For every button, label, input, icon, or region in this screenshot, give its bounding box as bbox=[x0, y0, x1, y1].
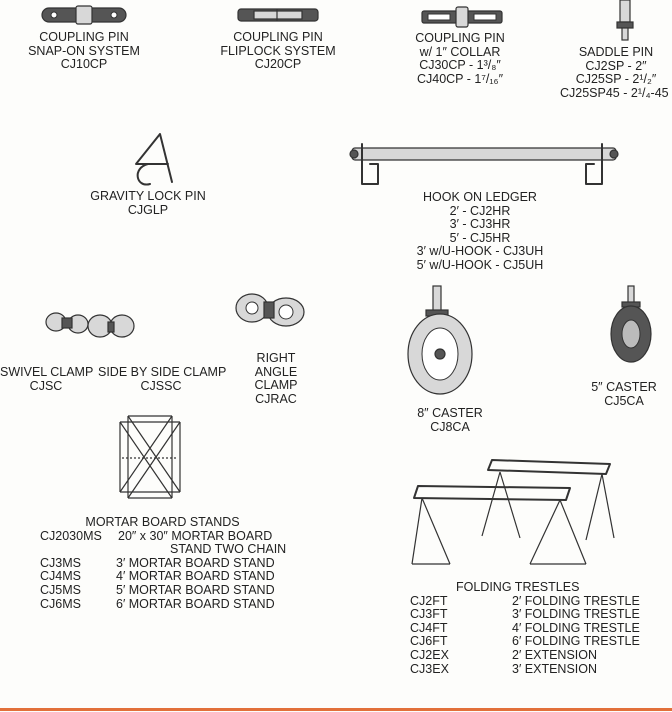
trestle-row bbox=[410, 649, 660, 663]
trestle-desc: 2′ EXTENSION bbox=[512, 647, 598, 662]
coupling-pin-snap-illustration bbox=[40, 4, 130, 26]
right-angle-clamp-line-1: RIGHT bbox=[256, 351, 296, 365]
side-by-side-clamp-illustration bbox=[86, 310, 136, 344]
mortar-desc: STAND TWO CHAIN bbox=[170, 542, 287, 557]
trestle-row bbox=[410, 635, 660, 649]
hook-on-ledger-code-1: 2′ - CJ2HR bbox=[449, 203, 511, 218]
coupling-pin-flip-title: COUPLING PIN bbox=[233, 30, 323, 44]
hook-on-ledger-code-4: 3′ w/U-HOOK - CJ3UH bbox=[416, 244, 544, 259]
mortar-desc: 20″ x 30″ MORTAR BOARD bbox=[118, 528, 273, 543]
mortar-code: CJ3MS bbox=[40, 555, 81, 570]
caster-5in-illustration bbox=[606, 286, 656, 366]
right-angle-clamp-caption bbox=[244, 352, 308, 406]
mortar-board-stand-illustration bbox=[114, 412, 186, 504]
caster-8in-illustration bbox=[400, 286, 476, 398]
mortar-row bbox=[40, 570, 290, 584]
mortar-row bbox=[40, 598, 290, 612]
gravity-lock-pin-title: GRAVITY LOCK PIN bbox=[90, 189, 206, 203]
hook-on-ledger-code-3: 5′ - CJ5HR bbox=[449, 230, 511, 245]
mortar-board-section bbox=[40, 516, 290, 611]
gravity-lock-pin-illustration bbox=[128, 130, 188, 190]
trestle-code: CJ6FT bbox=[410, 634, 448, 649]
swivel-clamp-title: SWIVEL CLAMP bbox=[0, 365, 94, 379]
coupling-pin-collar-title: COUPLING PIN bbox=[415, 31, 505, 45]
coupling-pin-fliplock-illustration bbox=[236, 6, 320, 24]
mortar-board-title: MORTAR BOARD STANDS bbox=[85, 515, 240, 529]
saddle-pin-illustration bbox=[614, 0, 636, 42]
mortar-code: CJ2030MS bbox=[40, 528, 102, 543]
right-angle-clamp-code: CJRAC bbox=[255, 391, 297, 406]
mortar-desc: 4′ MORTAR BOARD STAND bbox=[116, 569, 275, 584]
swivel-clamp-code: CJSC bbox=[29, 378, 63, 393]
mortar-desc: 5′ MORTAR BOARD STAND bbox=[116, 582, 275, 597]
bottom-accent-rule bbox=[0, 708, 672, 711]
mortar-row bbox=[40, 557, 290, 571]
mortar-row bbox=[40, 530, 290, 544]
right-angle-clamp-line-2: ANGLE bbox=[254, 364, 298, 379]
coupling-pin-flip-code: CJ20CP bbox=[254, 57, 302, 72]
hook-on-ledger-caption bbox=[404, 191, 556, 273]
folding-trestles-illustration bbox=[410, 452, 616, 582]
folding-trestles-title: FOLDING TRESTLES bbox=[456, 580, 580, 594]
coupling-pin-collar-illustration bbox=[420, 6, 504, 28]
hook-on-ledger-illustration bbox=[348, 136, 624, 196]
mortar-code bbox=[40, 543, 130, 557]
hook-on-ledger-title: HOOK ON LEDGER bbox=[423, 190, 537, 204]
hook-on-ledger-code-5: 5′ w/U-HOOK - CJ5UH bbox=[416, 257, 544, 272]
right-angle-clamp-line-3: CLAMP bbox=[254, 378, 298, 393]
trestle-desc: 4′ FOLDING TRESTLE bbox=[512, 620, 640, 635]
coupling-pin-collar-code-2: CJ40CP - 1⁷/₁₆″ bbox=[416, 71, 504, 86]
saddle-pin-caption bbox=[560, 46, 672, 100]
caster-8in-caption bbox=[408, 407, 492, 434]
trestle-code: CJ2EX bbox=[410, 647, 449, 662]
coupling-pin-snap-caption bbox=[24, 31, 144, 72]
hook-on-ledger-code-2: 3′ - CJ3HR bbox=[449, 217, 511, 232]
caster-5in-title: 5″ CASTER bbox=[591, 380, 657, 394]
mortar-code: CJ4MS bbox=[40, 569, 81, 584]
trestle-desc: 6′ FOLDING TRESTLE bbox=[512, 634, 640, 649]
saddle-pin-code-3: CJ25SP45 - 2¹/₄-45 bbox=[560, 85, 669, 100]
saddle-pin-code-2: CJ25SP - 2¹/₂″ bbox=[575, 72, 657, 87]
coupling-pin-snap-code: CJ10CP bbox=[60, 57, 108, 72]
caster-8in-title: 8″ CASTER bbox=[417, 406, 483, 420]
saddle-pin-code-1: CJ2SP - 2″ bbox=[585, 58, 647, 73]
trestle-row bbox=[410, 595, 660, 609]
trestle-code: CJ4FT bbox=[410, 620, 448, 635]
folding-trestles-section bbox=[410, 581, 660, 676]
trestle-code: CJ2FT bbox=[410, 593, 448, 608]
caster-5in-code: CJ5CA bbox=[604, 393, 644, 408]
mortar-desc: 3′ MORTAR BOARD STAND bbox=[116, 555, 275, 570]
caster-8in-code: CJ8CA bbox=[430, 419, 470, 434]
trestle-row bbox=[410, 608, 660, 622]
mortar-code: CJ5MS bbox=[40, 582, 81, 597]
trestle-desc: 3′ EXTENSION bbox=[512, 661, 598, 676]
mortar-code: CJ6MS bbox=[40, 596, 81, 611]
mortar-row bbox=[40, 543, 290, 557]
trestle-row bbox=[410, 663, 660, 677]
trestle-desc: 2′ FOLDING TRESTLE bbox=[512, 593, 640, 608]
side-by-side-clamp-title: SIDE BY SIDE CLAMP bbox=[98, 365, 227, 379]
coupling-pin-collar-caption bbox=[400, 32, 520, 86]
trestle-code: CJ3FT bbox=[410, 607, 448, 622]
gravity-lock-pin-code: CJGLP bbox=[127, 202, 169, 217]
swivel-clamp-caption bbox=[0, 366, 92, 393]
coupling-pin-flip-caption bbox=[214, 31, 342, 72]
trestle-code: CJ3EX bbox=[410, 661, 449, 676]
trestle-row bbox=[410, 622, 660, 636]
right-angle-clamp-illustration bbox=[232, 290, 310, 332]
saddle-pin-title: SADDLE PIN bbox=[578, 46, 654, 59]
side-by-side-clamp-caption bbox=[98, 365, 227, 393]
coupling-pin-collar-code-1: CJ30CP - 1³/₈″ bbox=[419, 58, 501, 73]
mortar-row bbox=[40, 584, 290, 598]
swivel-clamp-illustration bbox=[44, 308, 90, 338]
trestle-desc: 3′ FOLDING TRESTLE bbox=[512, 607, 640, 622]
caster-5in-caption bbox=[582, 381, 666, 408]
coupling-pin-collar-desc: w/ 1″ COLLAR bbox=[419, 44, 501, 59]
coupling-pin-snap-title: COUPLING PIN bbox=[39, 30, 129, 44]
coupling-pin-snap-system: SNAP-ON SYSTEM bbox=[28, 43, 140, 58]
coupling-pin-flip-system: FLIPLOCK SYSTEM bbox=[220, 43, 336, 58]
side-by-side-clamp-code: CJSSC bbox=[140, 378, 182, 393]
gravity-lock-pin-caption bbox=[88, 190, 208, 217]
mortar-desc: 6′ MORTAR BOARD STAND bbox=[116, 596, 275, 611]
